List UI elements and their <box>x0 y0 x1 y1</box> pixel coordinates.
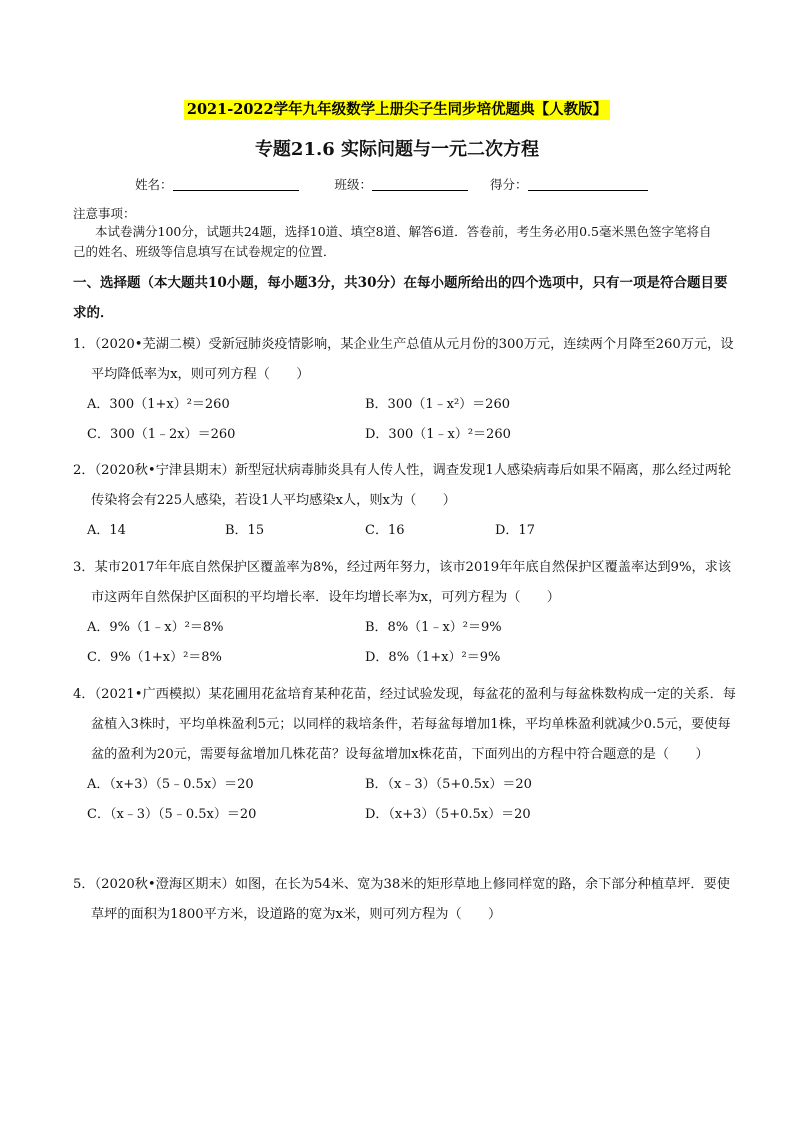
score-label: 得分： <box>490 177 528 192</box>
page-title: 专题21.6 实际问题与一元二次方程 <box>254 139 540 160</box>
question-stem: 3．某市2017年年底自然保护区覆盖率为8%，经过两年努力，该市2019年年底自然保护区覆盖率达到9%，求该市这两年自然保护区面积的平均增长率．设年均增长率为x，可列方程为（ ） <box>73 560 732 605</box>
options-row <box>73 390 738 420</box>
option-a: A．300（1+x）²＝260 <box>87 397 230 412</box>
options-row <box>73 770 738 800</box>
option-c: C．（x﹣3）（5﹣0.5x）＝20 <box>87 807 257 822</box>
option-d: D．8%（1+x）²＝9% <box>365 650 501 665</box>
question-2 <box>73 456 738 546</box>
option-b: B．8%（1﹣x）²＝9% <box>365 620 502 635</box>
question-stem: 1．（2020•芜湖二模）受新冠肺炎疫情影响，某企业生产总值从元月份的300万元，连续两个月降至260万元，设平均降低率为x，则可列方程（ ） <box>73 337 734 382</box>
option-a: A．（x+3）（5﹣0.5x）＝20 <box>87 777 254 792</box>
name-blank <box>173 176 299 191</box>
option-d: D．17 <box>495 523 535 538</box>
option-b: B．15 <box>225 523 265 538</box>
option-c: C．9%（1+x）²＝8% <box>87 650 222 665</box>
question-5 <box>73 870 738 930</box>
option-d: D．300（1﹣x）²＝260 <box>365 427 511 442</box>
notice-label: 注意事项： <box>73 206 136 221</box>
student-info-row <box>135 176 648 194</box>
question-stem: 5．（2020秋•澄海区期末）如图，在长为54米、宽为38米的矩形草地上修同样宽的路，余下部分种植草坪．要使草坪的面积为1800平方米，设道路的宽为x米，则可列方程为（ ） <box>73 877 730 922</box>
class-label: 班级： <box>334 177 373 192</box>
options-row <box>73 800 738 830</box>
options-row <box>73 516 738 546</box>
option-c: C．300（1﹣2x）＝260 <box>87 427 236 442</box>
option-c: C．16 <box>365 523 405 538</box>
question-4 <box>73 680 738 830</box>
section-heading: 一、选择题（本大题共10小题，每小题3分，共30分）在每小题所给出的四个选项中，只有一项是符合题目要求的． <box>73 275 728 321</box>
option-a: A．9%（1﹣x）²＝8% <box>87 620 224 635</box>
options-row <box>73 420 738 450</box>
question-1 <box>73 330 738 450</box>
options-row <box>73 613 738 643</box>
name-label: 姓名： <box>135 177 173 192</box>
banner-row <box>0 99 794 120</box>
header-banner: 2021-2022学年九年级数学上册尖子生同步培优题典【人教版】 <box>184 100 610 120</box>
option-b: B．（x﹣3）（5+0.5x）＝20 <box>365 777 532 792</box>
option-d: D．（x+3）（5+0.5x）＝20 <box>365 807 531 822</box>
score-blank <box>528 176 648 191</box>
question-stem: 2．（2020秋•宁津县期末）新型冠状病毒肺炎具有人传人性，调查发现1人感染病毒后如果不隔离，那么经过两轮传染将会有225人感染，若设1人平均感染x人，则x为（ ） <box>73 463 732 508</box>
notice-body: 本试卷满分100分，试题共24题，选择10道、填空8道、解答6道．答卷前，考生务必用0.5毫米黑色签字笔将自己的姓名、班级等信息填写在试卷规定的位置． <box>73 224 712 259</box>
option-a: A．14 <box>87 523 126 538</box>
class-blank <box>372 176 468 191</box>
question-stem: 4．（2021•广西模拟）某花圃用花盆培育某种花苗，经过试验发现，每盆花的盈利与每盆株数构成一定的关系．每盆植入3株时，平均单株盈利5元；以同样的栽培条件，若每盆每增加1株，平均单株盈利就减少0.5元，要使每盆的盈利为20元，需要每盆增加几株花苗？设每盆增加x株花苗，下面列出的方程中符合题意的是（ ） <box>73 687 736 762</box>
option-b: B．300（1﹣x²）＝260 <box>365 397 510 412</box>
options-row <box>73 643 738 673</box>
question-3 <box>73 553 738 673</box>
